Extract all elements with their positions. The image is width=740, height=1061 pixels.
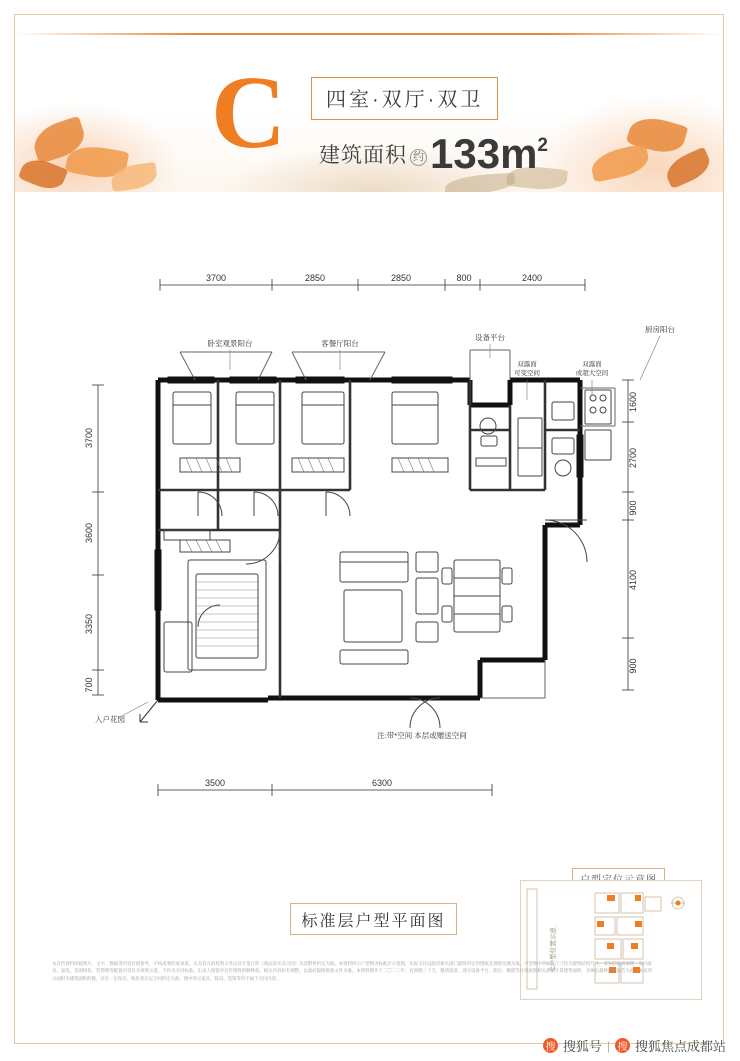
label-variable-space-1-line2: 可变空间 bbox=[514, 370, 540, 377]
furniture-dining bbox=[442, 560, 512, 632]
sohu-focus-icon: 搜 bbox=[615, 1038, 630, 1053]
bottom-dimension-labels bbox=[205, 778, 392, 788]
watermark-brand: 搜狐号 bbox=[562, 1039, 602, 1054]
label-living-balcony: 客餐厅阳台 bbox=[321, 339, 359, 348]
plan-caption: 标准层户型平面图 bbox=[290, 903, 457, 935]
area-approx-mark: 约 bbox=[410, 149, 427, 166]
banner-top-rule bbox=[15, 33, 723, 35]
dim-left-1: 3600 bbox=[84, 522, 94, 544]
label-kitchen-balcony: 厨房阳台 bbox=[645, 325, 675, 334]
floorplan-svg bbox=[40, 230, 700, 830]
furniture-living-room bbox=[340, 552, 438, 664]
door-swings bbox=[198, 492, 587, 728]
area-value: 133m bbox=[430, 130, 538, 177]
furniture-master-bedroom bbox=[180, 540, 266, 670]
right-dimension-labels bbox=[628, 392, 638, 674]
dim-left-3: 700 bbox=[84, 677, 94, 693]
dim-top-2: 2850 bbox=[390, 273, 412, 283]
area-superscript: 2 bbox=[537, 135, 548, 156]
dim-right-3: 4100 bbox=[628, 569, 638, 591]
dim-right-0: 1600 bbox=[628, 391, 638, 413]
watermark-account: 搜狐焦点成都站 bbox=[634, 1039, 726, 1054]
dim-top-4: 2400 bbox=[521, 273, 543, 283]
disclaimer-text: 本宣传资料所载图片、文字、数据等内容仅供参考，不构成要约或承诺，买卖双方的权利义务以双方签订的《商品房买卖合同》及其附件约定为准。本资料所示户型图为标准层示意图，实际交付以政府相关部门最终审定的图纸及现场实测为准。户型图中所标注尺寸均为建筑结构尺寸，非实际使用面积，室内家具、家电、景观绿化、装饰物等配置内容仅为效果示意，不作为交付标准。出卖人保留对宣传资料的解释权，相关内容如有调整，以政府最终批准文件为准。本资料制作于二〇二三年，有效期三十天，敬请留意。部分设备平台、阳台、飘窗等区域按照相关规范计算建筑面积，具体以最终测绘报告为准。本页所示面积为建筑面积约数，存在一定误差，购房者应以合同约定为准。图中所示家具、陈设、装饰等均不属于交付内容。 bbox=[52, 961, 652, 981]
header-banner bbox=[15, 15, 723, 192]
dim-right-4: 900 bbox=[628, 658, 638, 674]
floorplan-drawing bbox=[40, 230, 700, 830]
dim-right-1: 2700 bbox=[628, 447, 638, 469]
dim-top-0: 3700 bbox=[205, 273, 227, 283]
unit-letter: C bbox=[211, 55, 285, 170]
variable-space-labels bbox=[514, 359, 609, 377]
label-note: 注:带*空间 本层或赠送空间 bbox=[377, 731, 467, 740]
area-label: 建筑面积 bbox=[319, 144, 407, 167]
banner-background bbox=[15, 15, 723, 192]
label-equipment-platform: 设备平台 bbox=[475, 333, 505, 342]
key-plan bbox=[520, 868, 700, 1003]
dim-right-2: 900 bbox=[628, 500, 638, 516]
right-dimension-line bbox=[622, 380, 634, 690]
dim-top-3: 800 bbox=[456, 273, 472, 283]
label-variable-space-2-line1: 双露面 bbox=[582, 361, 602, 368]
dim-bottom-1: 6300 bbox=[371, 778, 393, 788]
dim-bottom-0: 3500 bbox=[204, 778, 226, 788]
label-entry-garden: 入户花园 bbox=[95, 715, 125, 724]
top-dimension-labels bbox=[206, 273, 542, 283]
key-plan-vertical-text: C户型位置示意 bbox=[550, 927, 557, 971]
left-dimension-labels bbox=[84, 428, 94, 693]
area-row bbox=[319, 130, 548, 177]
sohu-logo-icon: 搜 bbox=[543, 1038, 558, 1053]
label-variable-space-1-line1: 双露面 bbox=[517, 361, 537, 368]
dim-left-2: 3350 bbox=[84, 613, 94, 635]
dim-left-0: 3700 bbox=[84, 427, 94, 449]
watermark-separator: | bbox=[606, 1038, 610, 1053]
entry-marker bbox=[140, 700, 158, 722]
floorplan-svg-wrap bbox=[40, 230, 700, 830]
leaf-decoration bbox=[662, 147, 715, 189]
watermark bbox=[543, 1036, 726, 1055]
label-bedroom-balcony: 卧室观景阳台 bbox=[207, 339, 253, 348]
label-variable-space-2-line2: 或超大空间 bbox=[575, 370, 609, 377]
leaf-decoration bbox=[589, 143, 652, 182]
room-type-label: 四室·双厅·双卫 bbox=[311, 77, 498, 120]
room-labels bbox=[95, 324, 675, 740]
dim-top-1: 2850 bbox=[304, 273, 326, 283]
furniture-beds bbox=[173, 392, 448, 472]
